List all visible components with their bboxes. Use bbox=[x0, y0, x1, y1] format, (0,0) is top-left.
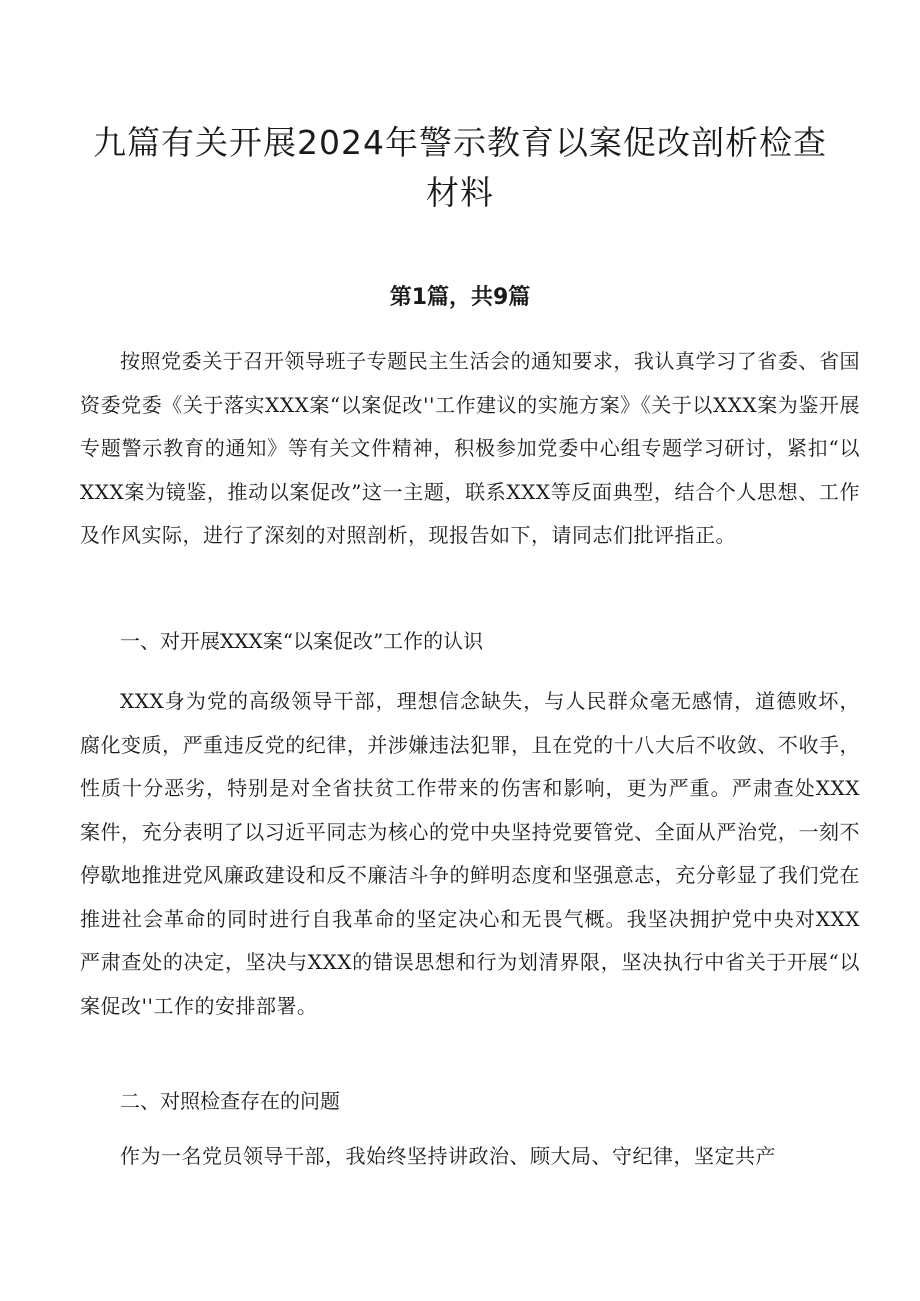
part-label: 第1篇，共9篇 bbox=[389, 285, 531, 310]
section-1-paragraph: XXX身为党的高级领导干部，理想信念缺失，与人民群众毫无感情，道德败坏，腐化变质，严重违反党的纪律，并涉嫌违法犯罪，且在党的十八大后不收敛、不收手，性质十分恶劣，特别是对全省扶贫工作带来的伤害和影响，更为严重。严肃查处XXX案件，充分表明了以习近平同志为核心的党中央坚持党要管党、全面从严治党，一刻不停歇地推进党风廉政建设和反不廉洁斗争的鲜明态度和坚强意志，充分彰显了我们党在推进社会革命的同时进行自我革命的坚定决心和无畏气概。我坚决拥护党中央对XXX严肃查处的决定，坚决与XXX的错误思想和行为划清界限，坚决执行中省关于开展“以案促改''工作的安排部署。 bbox=[80, 689, 860, 1018]
section-heading-1: 一、对开展XXX案“以案促改”工作的认识 bbox=[120, 629, 484, 653]
intro-paragraph: 按照党委关于召开领导班子专题民主生活会的通知要求，我认真学习了省委、省国资委党委《关于落实XXX案“以案促改''工作建议的实施方案》《关于以XXX案为鉴开展专题警示教育的通知》等有关文件精神，积极参加党委中心组专题学习研讨，紧扣“以XXX案为镜鉴，推动以案促改”这一主题，联系XXX等反面典型，结合个人思想、工作及作风实际，进行了深刻的对照剖析，现报告如下，请同志们批评指正。 bbox=[80, 349, 860, 547]
section-heading-2: 二、对照检查存在的问题 bbox=[120, 1089, 340, 1113]
section-2-paragraph: 作为一名党员领导干部，我始终坚持讲政治、顾大局、守纪律，坚定共产 bbox=[120, 1144, 776, 1168]
document-title: 九篇有关开展2024年警示教育以案促改剖析检查材料 bbox=[93, 123, 827, 212]
